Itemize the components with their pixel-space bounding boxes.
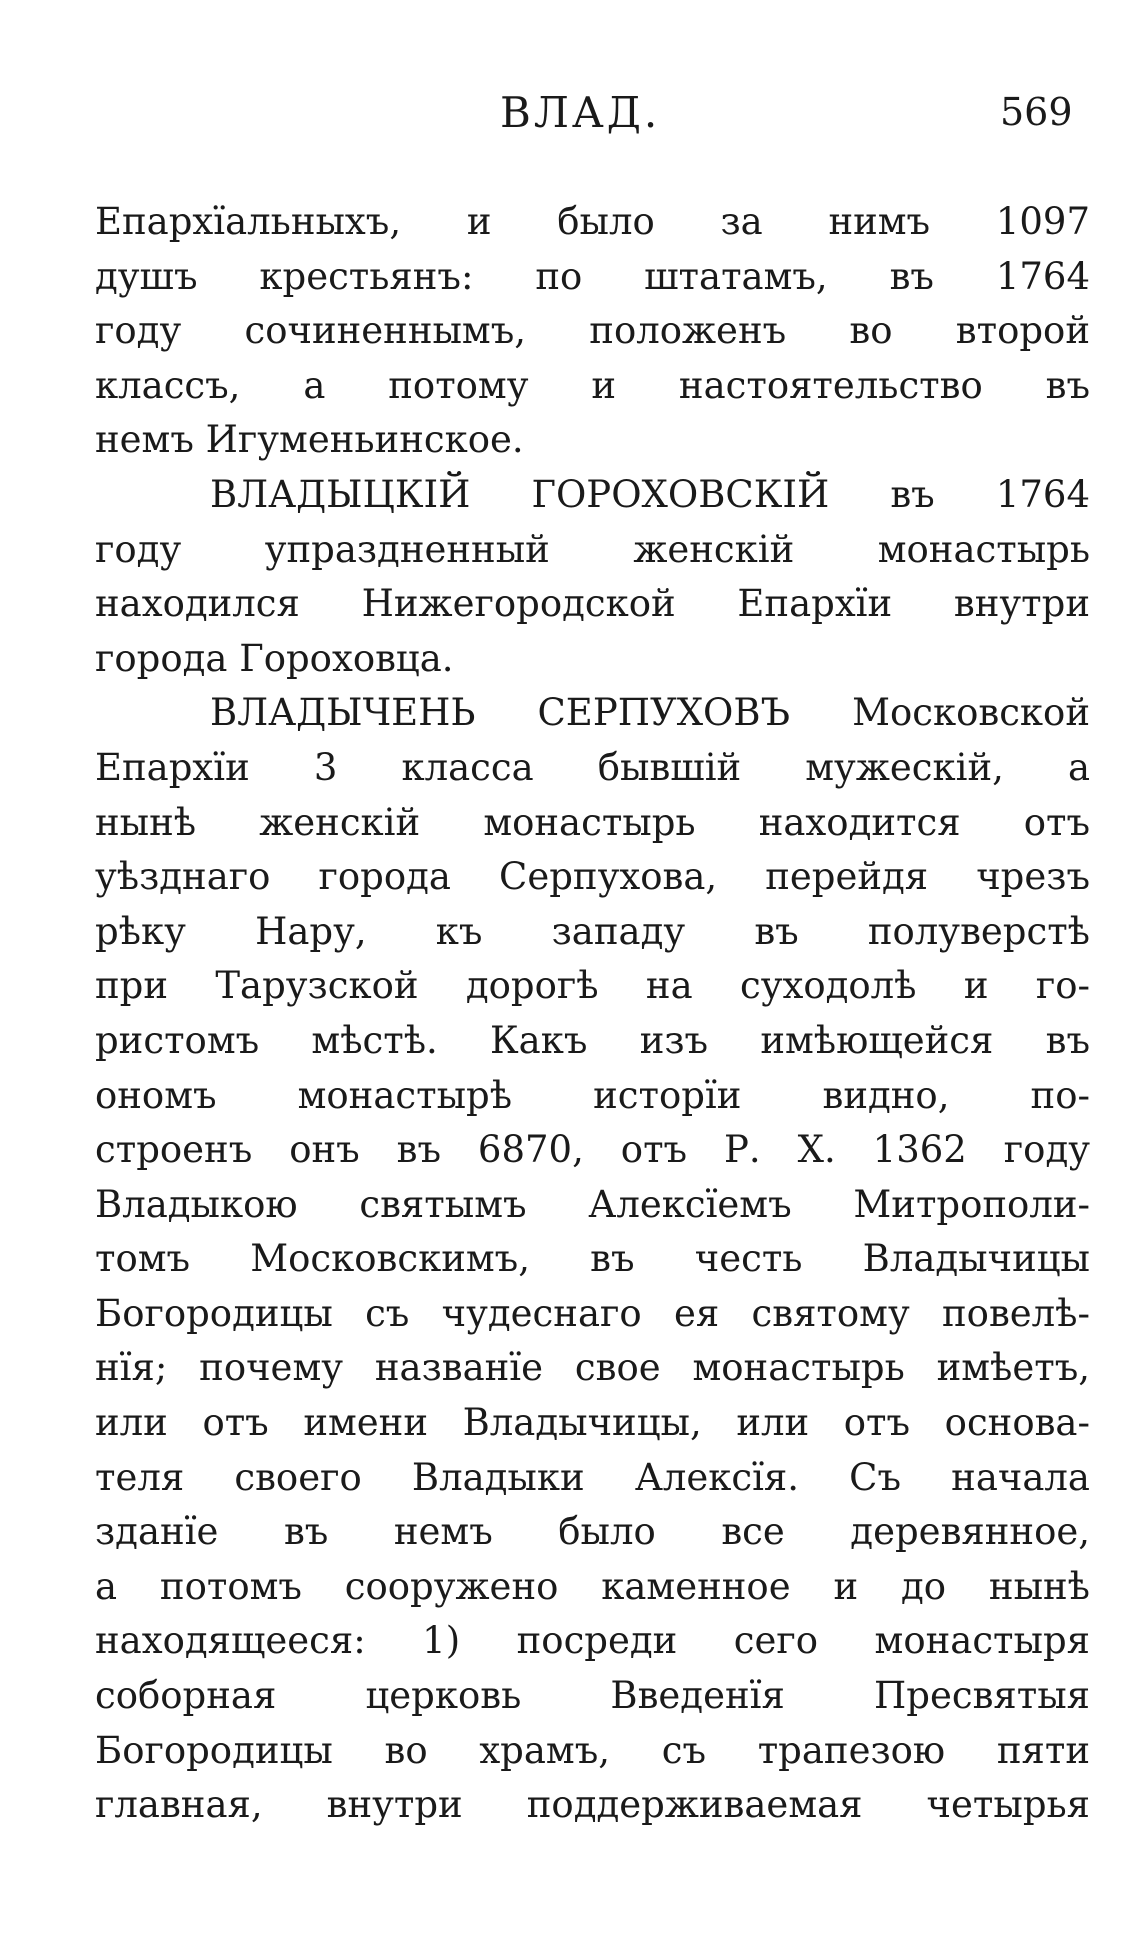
text-line: при Тарузской дорогѣ на суходолѣ и го- [95, 964, 1090, 1008]
text-line: ВЛАДЫЦКІЙ ГОРОХОВСКІЙ въ 1764 [210, 472, 1090, 516]
text-line: главная, внутри поддерживаемая четырья [95, 1783, 1090, 1827]
text-line: нынѣ женскій монастырь находится отъ [95, 800, 1090, 844]
text-line: соборная церковь Введенїя Пресвятыя [95, 1674, 1090, 1718]
text-line: находился Нижегородской Епархїи внутри [95, 582, 1090, 626]
text-line: Владыкою святымъ Алексїемъ Митрополи- [95, 1182, 1090, 1226]
text-line: ристомъ мѣстѣ. Какъ изъ имѣющейся въ [95, 1018, 1090, 1062]
text-line: душъ крестьянъ: по штатамъ, въ 1764 [95, 254, 1090, 298]
text-line: ономъ монастырѣ исторїи видно, по- [95, 1073, 1090, 1117]
text-line: году упраздненный женскій монастырь [95, 527, 1090, 571]
running-head-title: ВЛАД. [500, 88, 661, 137]
text-line: Епархїи 3 класса бывшій мужескій, а [95, 745, 1090, 789]
text-line: уѣзднаго города Серпухова, перейдя чрезъ [95, 855, 1090, 899]
text-line: классъ, а потому и настоятельство въ [95, 363, 1090, 407]
text-line: Богородицы съ чудеснаго ея святому повелѣ- [95, 1291, 1090, 1335]
text-line: ВЛАДЫЧЕНЬ СЕРПУХОВЪ Московской [210, 691, 1090, 735]
text-line: строенъ онъ въ 6870, отъ Р. Х. 1362 году [95, 1128, 1090, 1172]
page-number: 569 [1000, 90, 1073, 134]
text-line: а потомъ сооружено каменное и до нынѣ [95, 1564, 1090, 1608]
text-line: города Гороховца. [95, 636, 454, 680]
text-line: теля своего Владыки Алексїя. Съ начала [95, 1455, 1090, 1499]
text-line: зданїе въ немъ было все деревянное, [95, 1510, 1090, 1554]
text-line: немъ Игуменьинское. [95, 418, 524, 462]
text-line: нїя; почему названїе свое монастырь имѣетъ, [95, 1346, 1090, 1390]
text-line: году сочиненнымъ, положенъ во второй [95, 309, 1090, 353]
text-line: томъ Московскимъ, въ честь Владычицы [95, 1237, 1090, 1281]
text-line: находящееся: 1) посреди сего монастыря [95, 1619, 1090, 1663]
text-line: Епархїальныхъ, и было за нимъ 1097 [95, 200, 1090, 243]
text-line: Богородицы во храмъ, съ трапезою пяти [95, 1728, 1090, 1772]
text-line: или отъ имени Владычицы, или отъ основа- [95, 1401, 1090, 1445]
text-line: рѣку Нару, къ западу въ полуверстѣ [95, 909, 1090, 953]
body-text [95, 195, 1090, 1833]
running-head [0, 88, 1140, 148]
